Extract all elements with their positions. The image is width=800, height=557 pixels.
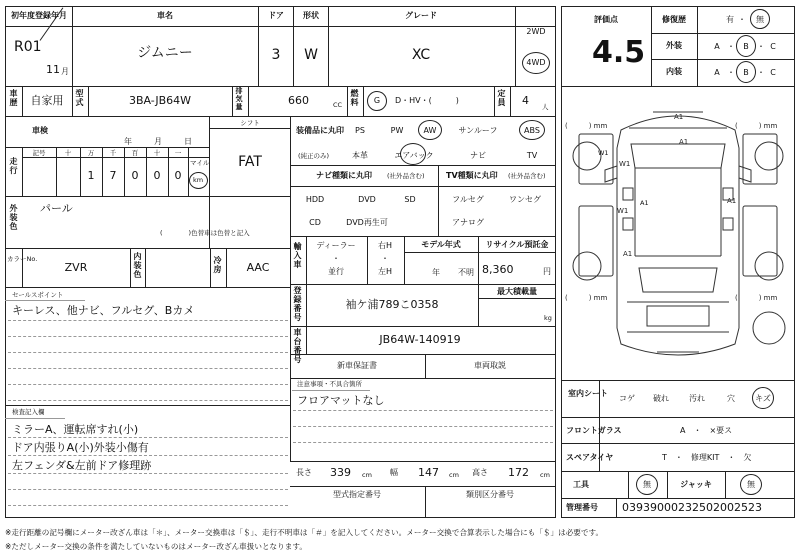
door-count: 3 (271, 47, 281, 63)
month-unit: 月 (61, 67, 69, 76)
tv-analog: アナログ (452, 218, 484, 227)
sales-point: キーレス、他ナビ、フルセグ、Bカメ (12, 304, 195, 317)
equip-sunroof: サンルーフ (458, 126, 498, 135)
displacement-unit: CC (333, 101, 343, 109)
digit-header-6: 一 (174, 149, 182, 157)
sales-point-label: セールスポイント (12, 291, 64, 299)
interior-sheet-label: 室内シート (568, 389, 608, 398)
recycle-fee: 8,360 (482, 263, 514, 276)
import-dot: ・ (332, 254, 340, 263)
warranty-label: 新車保証書 (337, 361, 377, 370)
body-shape: W (304, 47, 318, 63)
width-label: 幅 (390, 468, 398, 477)
import-parallel: 並行 (328, 267, 344, 276)
model-year-label: モデル年式 (421, 240, 461, 249)
damage-label-a1-rear-left: A1 (623, 250, 633, 258)
nav-title: ナビ種類に丸印 (316, 171, 372, 180)
equip-pw: PW (390, 126, 404, 135)
mgmt-label: 管理番号 (566, 503, 598, 512)
exterior-grade-label: 外装 (666, 41, 682, 50)
digit-header-5: 十 (153, 149, 161, 157)
car-name: ジムニー (137, 45, 193, 61)
inspection-note: ドア内張りA(小)外装小傷有 (12, 441, 149, 454)
ext-grade-b: B (743, 42, 749, 51)
capacity-unit: 人 (542, 103, 549, 111)
digit-header-3: 千 (109, 149, 117, 157)
nav-dvd: DVD (358, 195, 376, 204)
damage-label-w1-front: W1 (619, 160, 631, 168)
damage-label-a1-top: A1 (679, 138, 689, 146)
height-value: 172 (508, 466, 529, 479)
mileage-digit: 0 (131, 169, 139, 182)
score-value: 4.5 (592, 35, 646, 70)
shift-value: FAT (238, 154, 262, 170)
import-dot2: ・ (381, 254, 389, 263)
length-label: 長さ (296, 468, 312, 477)
mile-label: マイル (190, 159, 210, 167)
svg-text:( ) mm: ( ) mm (565, 122, 608, 130)
color-code-label: カラーNo. (7, 255, 38, 263)
import-dealer: ディーラー (316, 241, 356, 250)
first-reg-month: 11 (46, 63, 60, 76)
windshield-value: A ・ ×要ス (680, 426, 733, 435)
mileage-label: 走行 (9, 157, 18, 175)
sheet-stain: 汚れ (689, 394, 705, 403)
repair-yes: 有 (726, 15, 734, 24)
digit-header-4: 百 (131, 149, 139, 157)
category-number-label: 類別区分番号 (466, 490, 514, 499)
car-damage-diagram (561, 88, 795, 380)
mileage-digit: 7 (109, 169, 117, 182)
equip-abs: ABS (524, 126, 540, 135)
tv-title: TV種類に丸印 (446, 171, 498, 180)
int-grade-b: B (743, 68, 749, 77)
grade: XC (411, 47, 431, 63)
inspection-note: ミラーA、運転席すれ(小) (12, 423, 139, 436)
jack-label: ジャッキ (680, 480, 712, 489)
import-right-h: 右H (377, 241, 393, 250)
drive-2wd: 2WD (526, 27, 546, 36)
ext-grade-c: C (770, 42, 776, 51)
diagram-label-w1: W1 (598, 149, 609, 157)
score-title: 評価点 (594, 15, 618, 24)
repair-label: 修復歴 (662, 15, 686, 24)
door-header: ドア (268, 11, 284, 20)
model-year-unknown: 不明 (458, 268, 474, 277)
manual-label: 車両取説 (474, 361, 506, 370)
ext-grade-a: A (714, 42, 720, 51)
nav-subtitle: (社外品含む) (387, 172, 425, 180)
interior-color-label: 内装色 (133, 252, 142, 279)
digit-header-1: 十 (64, 149, 72, 157)
footer-note-1: ※走行距離の記号欄にメーター改ざん車は「＊」、メーター交換車は「＄」、走行不明車は「＃」を記入してください。メーター交換で合算表示した場合にも「＄」は必要です。 (5, 528, 604, 537)
car-name-header: 車名 (157, 11, 173, 20)
sheet-hole: 穴 (727, 394, 735, 403)
shaken-label: 車検 (32, 126, 48, 135)
length-unit: cm (362, 471, 372, 479)
equip-navi: ナビ (470, 151, 486, 160)
jack-value: 無 (747, 480, 755, 489)
model-code: 3BA-JB64W (128, 94, 192, 107)
drive-4wd: 4WD (526, 58, 546, 67)
exterior-color: パール (40, 202, 73, 215)
displacement: 660 (288, 94, 309, 107)
grade-header: グレード (405, 11, 437, 20)
exterior-color-label: 外装色 (9, 204, 18, 231)
spare-value: T ・ 修理KIT ・ 欠 (662, 453, 752, 462)
diagram-label-a1: A1 (640, 199, 649, 207)
model-label: 型式 (75, 89, 84, 107)
capacity: 4 (522, 94, 529, 107)
nav-cd: CD (309, 218, 321, 227)
aircon-value: AAC (246, 261, 270, 274)
inspection-note: 左フェンダ&左前ドア修理跡 (12, 459, 152, 472)
capacity-label: 定員 (497, 89, 506, 107)
svg-text:( ) mm: ( ) mm (735, 122, 778, 130)
equip-title: 装備品に丸印 (296, 126, 344, 135)
fuel-options: D・HV・( ) (395, 96, 459, 105)
shaken-month-unit: 月 (154, 137, 162, 146)
color-change-note: ( )色替車は色替と記入 (160, 229, 250, 237)
sheet-burn: コゲ (619, 394, 635, 403)
km-label: km (192, 176, 204, 184)
tools-value: 無 (643, 480, 651, 489)
type-designation-label: 型式指定番号 (333, 490, 381, 499)
height-unit: cm (540, 471, 550, 479)
first-reg-header: 初年度登録年月 (11, 11, 67, 20)
digit-header-2: 万 (87, 149, 95, 157)
mileage-digit: 1 (87, 169, 95, 182)
tv-oneseg: ワンセグ (509, 195, 541, 204)
windshield-label: フロントガラス (566, 426, 622, 435)
shape-header: 形状 (303, 11, 319, 20)
equip-aw: AW (423, 126, 437, 135)
plate-number: 袖ケ浦789こ0358 (345, 298, 439, 311)
mileage-digit: 0 (153, 169, 161, 182)
length-value: 339 (330, 466, 351, 479)
tools-label: 工具 (573, 480, 589, 489)
damage-label-a1-right: A1 (727, 197, 737, 205)
inspection-label: 検査記入欄 (12, 408, 45, 416)
tv-fullseg: フルセグ (452, 195, 484, 204)
model-year-unit: 年 (432, 268, 440, 277)
notes-label: 注意事項・不具合箇所 (297, 380, 362, 388)
nav-sd: SD (404, 195, 416, 204)
damage-label-w1-side: W1 (617, 207, 629, 215)
first-reg-year: R01 (14, 39, 42, 55)
shaken-year-unit: 年 (124, 137, 132, 146)
history-label: 車歴 (9, 89, 18, 107)
width-value: 147 (418, 466, 439, 479)
height-label: 高さ (472, 468, 488, 477)
equip-subtitle: (純正のみ) (298, 152, 330, 160)
damage-label-a1-front: A1 (674, 113, 684, 121)
fuel-gasoline: G (373, 96, 381, 105)
max-load-label: 最大積載量 (497, 287, 537, 296)
equip-leather: 本革 (352, 151, 368, 160)
width-unit: cm (449, 471, 459, 479)
chassis-label: 車台番号 (293, 328, 302, 364)
reg-label: 登録番号 (293, 286, 302, 322)
repair-no: 無 (756, 15, 764, 24)
notes-value: フロアマットなし (297, 394, 385, 407)
sheet-scratch: キズ (755, 394, 771, 403)
spare-label: スペアタイヤ (566, 453, 614, 462)
equip-ps: PS (355, 126, 365, 135)
aircon-label: 冷房 (213, 256, 222, 274)
nav-hdd: HDD (305, 195, 325, 204)
car-history: 自家用 (30, 94, 64, 107)
max-load-unit: kg (544, 314, 552, 322)
sheet-tear: 破れ (653, 394, 669, 403)
interior-grade-label: 内装 (666, 67, 682, 76)
shaken-day-unit: 日 (184, 137, 192, 146)
fuel-label: 燃料 (350, 89, 359, 107)
chassis-number: JB64W-140919 (379, 333, 461, 346)
tv-subtitle: (社外品含む) (508, 172, 546, 180)
int-grade-a: A (714, 68, 720, 77)
recycle-unit: 円 (543, 267, 551, 276)
int-grade-c: C (770, 68, 776, 77)
recycle-label: リサイクル預託金 (485, 240, 549, 249)
svg-text:( ) mm: ( ) mm (735, 294, 778, 302)
mileage-digit: 0 (174, 169, 182, 182)
import-left-h: 左H (377, 267, 393, 276)
equip-airbag: エアバック (394, 151, 434, 160)
footer-note-2: ※ただしメーター交換の条件を満たしていないものはメーター改ざん車扱いとなります。 (5, 542, 307, 551)
color-code: ZVR (64, 261, 88, 274)
nav-dvd-play: DVD再生可 (346, 218, 388, 227)
shift-label: シフト (240, 119, 260, 127)
import-label: 輸入車 (293, 242, 302, 269)
mark-label: 記号 (32, 149, 46, 157)
mgmt-number: 03939000232502002523 (622, 501, 762, 514)
svg-text:( ) mm: ( ) mm (565, 294, 608, 302)
equip-tv: TV (526, 151, 538, 160)
displacement-label: 排気量 (235, 87, 243, 111)
